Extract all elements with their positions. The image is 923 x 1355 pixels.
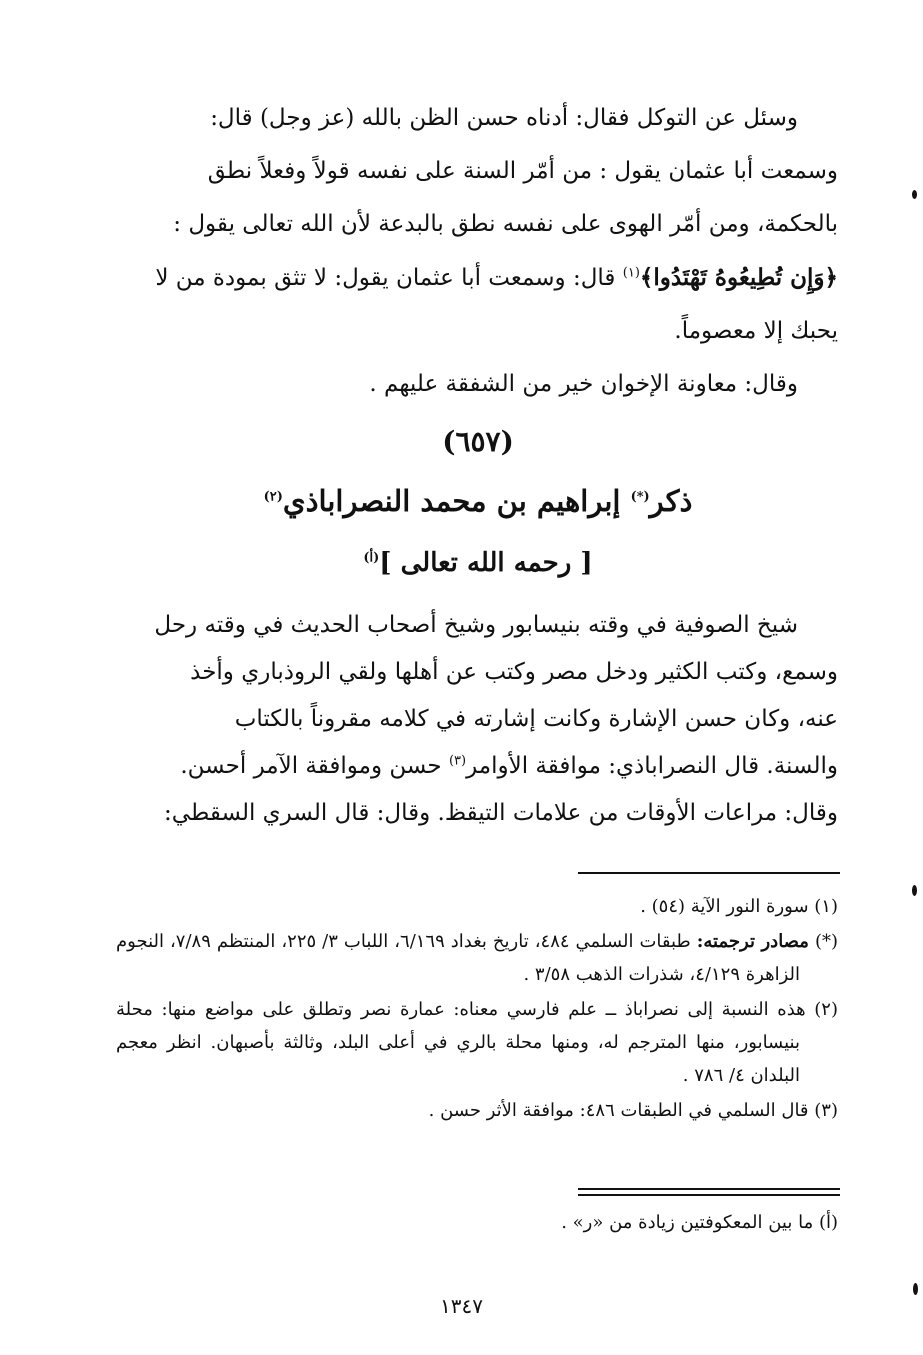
entry-number: (٦٥٧): [442, 425, 514, 458]
bio-line: عنه، وكان حسن الإشارة وكانت إشارته في كلامه مقروناً بالكتاب: [234, 706, 838, 732]
body-line-tail: قال: وسمعت أبا عثمان يقول: لا تثق بمودة من لا: [155, 265, 623, 291]
scan-mark: [912, 190, 917, 199]
footnote-star: [116, 925, 838, 991]
page-number: ١٣٤٧: [440, 1294, 483, 1318]
editor-note-separator: [578, 1188, 840, 1190]
footnote-ref: (١): [622, 265, 640, 281]
footnote-1: (١) سورة النور الآية (٥٤) .: [640, 896, 838, 917]
footnote-ref: (٣): [448, 753, 467, 769]
body-line: [118, 251, 838, 305]
entry-subtitle-text: [ رحمه الله تعالى ]: [379, 548, 593, 578]
footnotes: [116, 890, 838, 1129]
bio-line: [118, 743, 838, 790]
bio-line: وقال: مراعات الأوقات من علامات التيقظ. وقال: قال السري السقطي:: [164, 800, 838, 826]
footnote-ref: (٢): [263, 489, 283, 505]
entry-title-prefix: ذكر: [649, 484, 693, 518]
entry-title-name: إبراهيم بن محمد النصراباذي: [282, 484, 631, 518]
biography-text: [118, 602, 838, 837]
bio-line-part: والسنة. قال النصراباذي: موافقة الأوامر: [466, 753, 838, 779]
editor-note: (أ) ما بين المعكوفتين زيادة من «ر» .: [561, 1212, 838, 1233]
entry-subtitle: [118, 548, 838, 578]
footnote-2: (٢) هذه النسبة إلى نصراباذ ــ علم فارسي معناه: عمارة نصر وتطلق على مواضع منها: محلة بنيسابور، منها المترجم له، ومنها محلة بالري في أعلى البلد، وثالثة بأصبهان. انظر معجم البلدان ٤/ ٧٨٦ .: [116, 999, 838, 1086]
entry-title: [118, 484, 838, 518]
body-line: وسمعت أبا عثمان يقول : من أمّر السنة على نفسه قولاً وفعلاً نطق: [207, 158, 838, 184]
footnote-separator: [578, 872, 840, 874]
bio-line: وسمع، وكتب الكثير ودخل مصر وكتب عن أهلها ولقي الروذباري وأخذ: [190, 659, 838, 685]
body-line: يحبك إلا معصوماً.: [674, 318, 838, 344]
bio-line: شيخ الصوفية في وقته بنيسابور وشيخ أصحاب الحديث في وقته رحل: [154, 612, 798, 638]
body-text: [118, 92, 838, 411]
footnote-3: (٣) قال السلمي في الطبقات ٤٨٦: موافقة الأثر حسن .: [428, 1100, 838, 1121]
bio-line-part: حسن وموافقة الآمر أحسن.: [180, 753, 449, 779]
quran-verse: ﴿وَإِن تُطِيعُوهُ تَهْتَدُوا﴾: [639, 264, 838, 291]
body-paragraph: وقال: معاونة الإخوان خير من الشفقة عليهم .: [369, 371, 798, 397]
footnote-ref: (*): [630, 489, 650, 505]
editor-note-separator: [578, 1194, 840, 1196]
scan-mark: [913, 1283, 918, 1295]
scan-mark: [912, 885, 917, 896]
footnote-star-heading: مصادر ترجمته:: [696, 931, 809, 952]
footnote-star-text: طبقات السلمي ٤٨٤، تاريخ بغداد ٦/١٦٩، اللباب ٣/ ٢٢٥، المنتظم ٧/٨٩، النجوم الزاهرة ٤/١٢٩، شذرات الذهب ٣/٥٨ .: [116, 931, 800, 985]
footnote-ref: (أ): [363, 550, 380, 566]
body-line: بالحكمة، ومن أمّر الهوى على نفسه نطق بالبدعة لأن الله تعالى يقول :: [173, 211, 838, 237]
body-line: وسئل عن التوكل فقال: أدناه حسن الظن بالله (عز وجل) قال:: [210, 105, 798, 131]
footnote-star-label: (*): [814, 931, 838, 952]
